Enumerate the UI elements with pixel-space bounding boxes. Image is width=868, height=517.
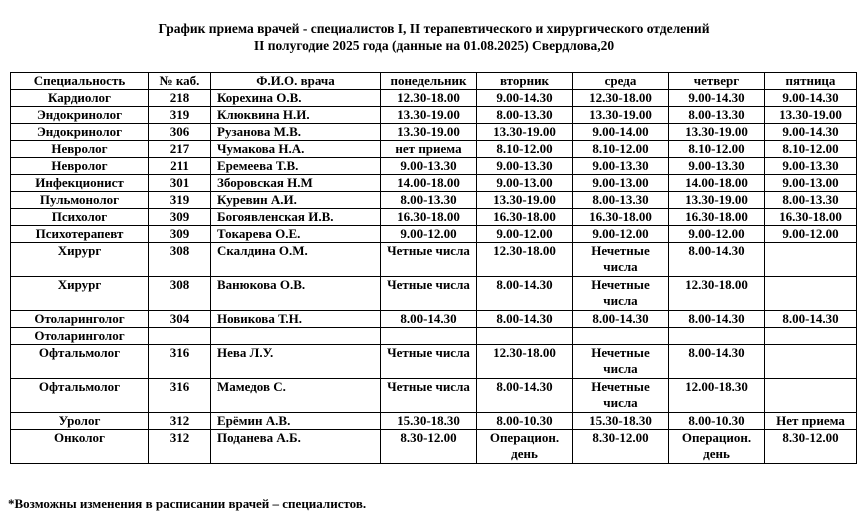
table-row: [11, 107, 857, 124]
table-row: [11, 209, 857, 226]
tuesday-cell: 9.00-14.30: [477, 90, 573, 107]
friday-cell: 16.30-18.00: [765, 209, 857, 226]
room-cell: 319: [149, 107, 211, 124]
friday-cell: 9.00-14.30: [765, 90, 857, 107]
tuesday-cell: 9.00-13.00: [477, 175, 573, 192]
thursday-cell: 16.30-18.00: [669, 209, 765, 226]
friday-cell: Нет приема: [765, 413, 857, 430]
thursday-cell: 8.00-14.30: [669, 311, 765, 328]
header-room: № каб.: [149, 73, 211, 90]
header-monday: понедельник: [381, 73, 477, 90]
monday-cell: 15.30-18.30: [381, 413, 477, 430]
doctor-cell: [211, 328, 381, 345]
thursday-cell: 8.00-14.30: [669, 345, 765, 379]
thursday-cell: Операцион. день: [669, 430, 765, 464]
room-cell: 218: [149, 90, 211, 107]
room-cell: 308: [149, 243, 211, 277]
specialty-cell: Хирург: [11, 243, 149, 277]
wednesday-cell: 15.30-18.30: [573, 413, 669, 430]
wednesday-cell: Нечетные числа: [573, 277, 669, 311]
room-cell: 312: [149, 413, 211, 430]
tuesday-cell: 13.30-19.00: [477, 124, 573, 141]
doctor-cell: Клюквина Н.И.: [211, 107, 381, 124]
table-row: [11, 226, 857, 243]
table-row: [11, 345, 857, 379]
doctor-cell: Токарева О.Е.: [211, 226, 381, 243]
doctor-cell: Новикова Т.Н.: [211, 311, 381, 328]
header-specialty: Специальность: [11, 73, 149, 90]
monday-cell: 8.00-13.30: [381, 192, 477, 209]
table-row: [11, 311, 857, 328]
wednesday-cell: 9.00-13.30: [573, 158, 669, 175]
friday-cell: 9.00-14.30: [765, 124, 857, 141]
tuesday-cell: Операцион. день: [477, 430, 573, 464]
table-row: [11, 158, 857, 175]
tuesday-cell: 9.00-12.00: [477, 226, 573, 243]
thursday-cell: 12.30-18.00: [669, 277, 765, 311]
table-row: [11, 124, 857, 141]
wednesday-cell: 8.30-12.00: [573, 430, 669, 464]
friday-cell: 8.00-14.30: [765, 311, 857, 328]
monday-cell: 12.30-18.00: [381, 90, 477, 107]
specialty-cell: Пульмонолог: [11, 192, 149, 209]
friday-cell: [765, 243, 857, 277]
table-row: [11, 175, 857, 192]
room-cell: 319: [149, 192, 211, 209]
wednesday-cell: 12.30-18.00: [573, 90, 669, 107]
doctor-cell: Еремеева Т.В.: [211, 158, 381, 175]
table-row: [11, 413, 857, 430]
monday-cell: [381, 328, 477, 345]
monday-cell: 13.30-19.00: [381, 107, 477, 124]
doctor-cell: Ванюкова О.В.: [211, 277, 381, 311]
monday-cell: 8.00-14.30: [381, 311, 477, 328]
doctor-cell: Нева Л.У.: [211, 345, 381, 379]
specialty-cell: Инфекционист: [11, 175, 149, 192]
friday-cell: 8.30-12.00: [765, 430, 857, 464]
thursday-cell: 14.00-18.00: [669, 175, 765, 192]
schedule-title: График приема врачей - специалистов I, II терапевтического и хирургического отделений: [158, 21, 710, 36]
table-row: [11, 328, 857, 345]
wednesday-cell: 8.10-12.00: [573, 141, 669, 158]
room-cell: 316: [149, 379, 211, 413]
specialty-cell: Отоларинголог: [11, 328, 149, 345]
room-cell: 211: [149, 158, 211, 175]
specialty-cell: Эндокринолог: [11, 107, 149, 124]
table-row: [11, 430, 857, 464]
table-row: [11, 379, 857, 413]
friday-cell: 13.30-19.00: [765, 107, 857, 124]
friday-cell: 9.00-13.30: [765, 158, 857, 175]
wednesday-cell: [573, 328, 669, 345]
tuesday-cell: 8.00-14.30: [477, 277, 573, 311]
doctor-cell: Поданева А.Б.: [211, 430, 381, 464]
specialty-cell: Психолог: [11, 209, 149, 226]
monday-cell: Четные числа: [381, 379, 477, 413]
thursday-cell: 9.00-12.00: [669, 226, 765, 243]
tuesday-cell: 8.00-13.30: [477, 107, 573, 124]
room-cell: 312: [149, 430, 211, 464]
wednesday-cell: 13.30-19.00: [573, 107, 669, 124]
tuesday-cell: 8.00-10.30: [477, 413, 573, 430]
tuesday-cell: [477, 328, 573, 345]
room-cell: 308: [149, 277, 211, 311]
doctor-cell: Ерёмин А.В.: [211, 413, 381, 430]
room-cell: [149, 328, 211, 345]
table-header-row: [11, 73, 857, 90]
tuesday-cell: 16.30-18.00: [477, 209, 573, 226]
header-doctor: Ф.И.О. врача: [211, 73, 381, 90]
monday-cell: Четные числа: [381, 345, 477, 379]
monday-cell: 9.00-12.00: [381, 226, 477, 243]
room-cell: 217: [149, 141, 211, 158]
schedule-table: [10, 72, 857, 464]
room-cell: 301: [149, 175, 211, 192]
friday-cell: [765, 379, 857, 413]
tuesday-cell: 12.30-18.00: [477, 345, 573, 379]
wednesday-cell: 8.00-14.30: [573, 311, 669, 328]
specialty-cell: Уролог: [11, 413, 149, 430]
header-thursday: четверг: [669, 73, 765, 90]
tuesday-cell: 8.00-14.30: [477, 311, 573, 328]
specialty-cell: Невролог: [11, 141, 149, 158]
friday-cell: [765, 345, 857, 379]
monday-cell: 14.00-18.00: [381, 175, 477, 192]
table-row: [11, 90, 857, 107]
thursday-cell: 12.00-18.30: [669, 379, 765, 413]
doctor-cell: Скалдина О.М.: [211, 243, 381, 277]
tuesday-cell: 8.00-14.30: [477, 379, 573, 413]
wednesday-cell: Нечетные числа: [573, 345, 669, 379]
wednesday-cell: 9.00-14.00: [573, 124, 669, 141]
doctor-cell: Рузанова М.В.: [211, 124, 381, 141]
monday-cell: Четные числа: [381, 243, 477, 277]
doctor-cell: Корехина О.В.: [211, 90, 381, 107]
monday-cell: нет приема: [381, 141, 477, 158]
specialty-cell: Психотерапевт: [11, 226, 149, 243]
monday-cell: 9.00-13.30: [381, 158, 477, 175]
friday-cell: 9.00-12.00: [765, 226, 857, 243]
friday-cell: 9.00-13.00: [765, 175, 857, 192]
wednesday-cell: 8.00-13.30: [573, 192, 669, 209]
thursday-cell: 13.30-19.00: [669, 192, 765, 209]
tuesday-cell: 9.00-13.30: [477, 158, 573, 175]
monday-cell: 16.30-18.00: [381, 209, 477, 226]
thursday-cell: 8.00-13.30: [669, 107, 765, 124]
thursday-cell: [669, 328, 765, 345]
doctor-cell: Богоявленская И.В.: [211, 209, 381, 226]
table-row: [11, 141, 857, 158]
friday-cell: 8.00-13.30: [765, 192, 857, 209]
doctor-cell: Зборовская Н.М: [211, 175, 381, 192]
room-cell: 309: [149, 209, 211, 226]
monday-cell: Четные числа: [381, 277, 477, 311]
specialty-cell: Офтальмолог: [11, 379, 149, 413]
specialty-cell: Хирург: [11, 277, 149, 311]
tuesday-cell: 8.10-12.00: [477, 141, 573, 158]
room-cell: 316: [149, 345, 211, 379]
friday-cell: [765, 277, 857, 311]
specialty-cell: Офтальмолог: [11, 345, 149, 379]
wednesday-cell: 9.00-13.00: [573, 175, 669, 192]
wednesday-cell: 16.30-18.00: [573, 209, 669, 226]
thursday-cell: 9.00-14.30: [669, 90, 765, 107]
footnote: *Возможны изменения в расписании врачей – специалистов.: [8, 496, 367, 511]
monday-cell: 8.30-12.00: [381, 430, 477, 464]
friday-cell: [765, 328, 857, 345]
thursday-cell: 8.10-12.00: [669, 141, 765, 158]
header-tuesday: вторник: [477, 73, 573, 90]
friday-cell: 8.10-12.00: [765, 141, 857, 158]
monday-cell: 13.30-19.00: [381, 124, 477, 141]
room-cell: 304: [149, 311, 211, 328]
specialty-cell: Эндокринолог: [11, 124, 149, 141]
room-cell: 309: [149, 226, 211, 243]
tuesday-cell: 13.30-19.00: [477, 192, 573, 209]
wednesday-cell: Нечетные числа: [573, 243, 669, 277]
table-row: [11, 277, 857, 311]
doctor-cell: Мамедов С.: [211, 379, 381, 413]
tuesday-cell: 12.30-18.00: [477, 243, 573, 277]
header-wednesday: среда: [573, 73, 669, 90]
schedule-subtitle: II полугодие 2025 года (данные на 01.08.2025) Свердлова,20: [253, 38, 615, 53]
doctor-cell: Чумакова Н.А.: [211, 141, 381, 158]
table-row: [11, 243, 857, 277]
doctor-cell: Куревин А.И.: [211, 192, 381, 209]
wednesday-cell: Нечетные числа: [573, 379, 669, 413]
thursday-cell: 9.00-13.30: [669, 158, 765, 175]
specialty-cell: Отоларинголог: [11, 311, 149, 328]
specialty-cell: Невролог: [11, 158, 149, 175]
thursday-cell: 8.00-14.30: [669, 243, 765, 277]
header-friday: пятница: [765, 73, 857, 90]
specialty-cell: Кардиолог: [11, 90, 149, 107]
thursday-cell: 8.00-10.30: [669, 413, 765, 430]
specialty-cell: Онколог: [11, 430, 149, 464]
wednesday-cell: 9.00-12.00: [573, 226, 669, 243]
room-cell: 306: [149, 124, 211, 141]
thursday-cell: 13.30-19.00: [669, 124, 765, 141]
table-row: [11, 192, 857, 209]
